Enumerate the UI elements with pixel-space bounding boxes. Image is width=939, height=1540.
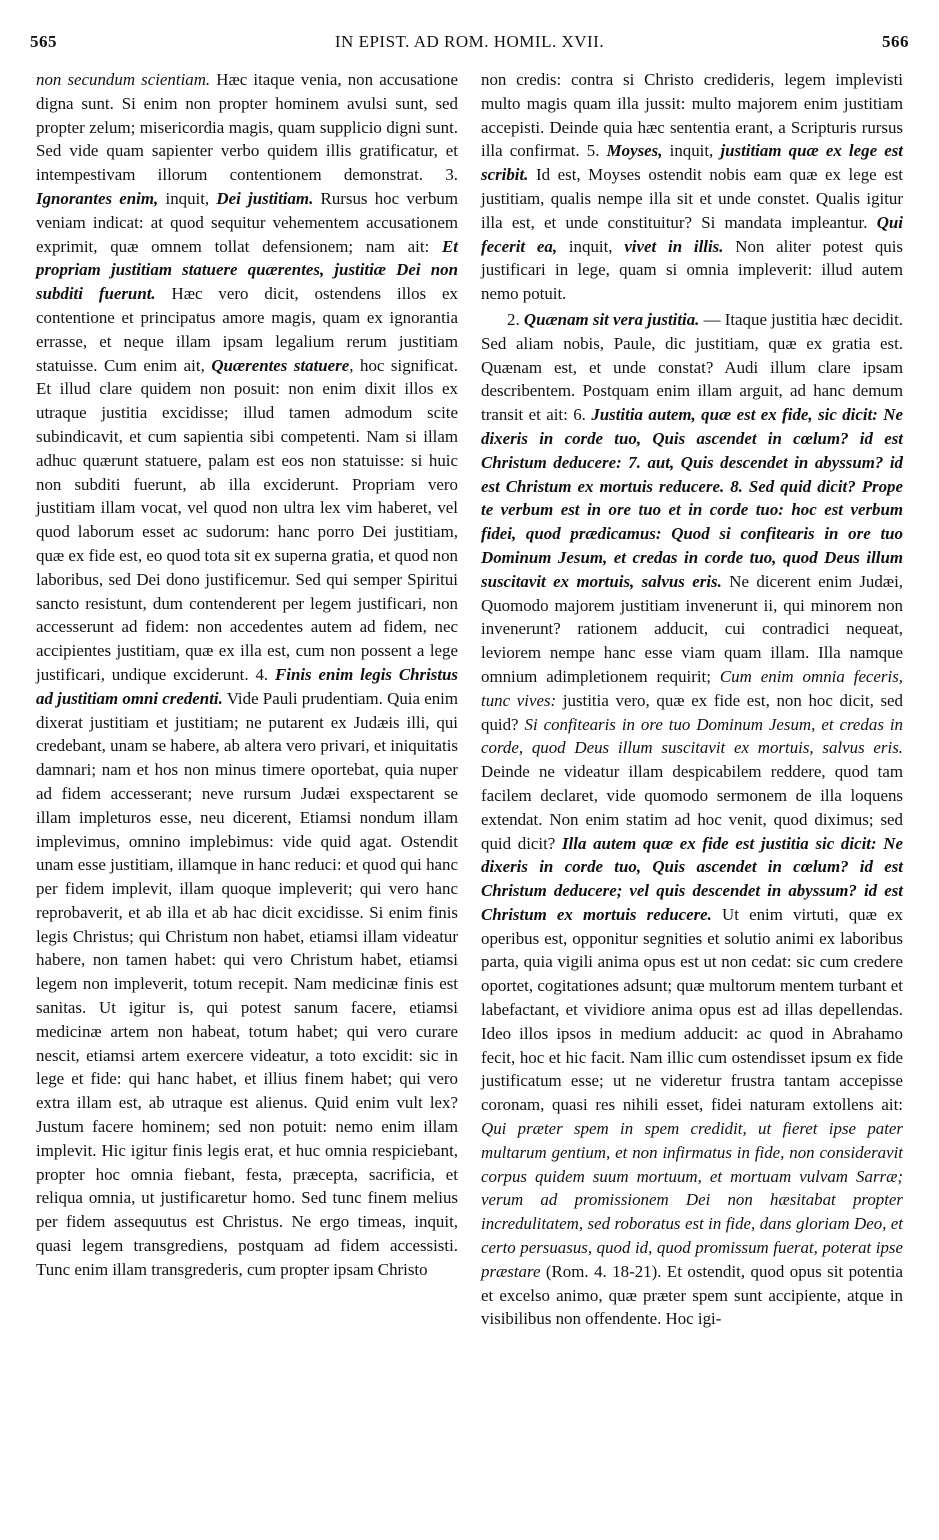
text-run: inquit, <box>662 141 721 161</box>
text-run: non credis: contra si Christo credideris, legem implevisti multo magis quam illa jussit: multo majorem enim justitiam accepisti. Deinde quia hæc sententia erant, a Scripturis rursus illa confirmat. 5. <box>481 70 903 161</box>
text-run: Deinde ne videatur illam despicabilem reddere, quod tam facilem declaret, vide quomodo sermonem de illa loquens extendat. Non enim statim ad hoc venit, quod diximus; sed quid dicit? <box>481 762 903 853</box>
text-run: 2. <box>507 309 524 329</box>
paragraph <box>481 308 903 1331</box>
left-column <box>36 68 458 1282</box>
emphasized-text: Quænam sit vera justitia. <box>523 309 700 329</box>
text-run: Hæc itaque venia, non accusatione digna sunt. Si enim non propter hominem avulsi sunt, sed propter zelum; misericordia magis, quam supplicio digni sunt. Sed vide quam sapienter verbo quidem illis gratificatur, et intempestivam illorum contentionem demonstrat. 3. <box>36 70 458 185</box>
text-run: Ne dicerent enim Judæi, Quomodo majorem justitiam invenerunt ii, qui minorem non invenerunt? rationem adducit, cui contradici nequeat, leviorem nempe hanc esse viam quam illam. Illa namque omnium adimpletionem requirit; <box>481 571 903 686</box>
emphasized-text: Moyses, <box>606 141 663 161</box>
page-number-right: 566 <box>882 32 909 51</box>
text-run: Id est, Moyses ostendit nobis eam quæ ex lege est justitiam, qualis nempe illa sit et unde constet. Qualis igitur illa est, et unde constituitur? Si mandata impleantur. <box>481 165 903 232</box>
text-run: Hæc vero dicit, ostendens illos ex contentione et principatus amore magis, quam ex ignorantia errasse, et neque illam ipsam legalium rerum justitiam statuisse. Cum enim ait, <box>36 284 458 375</box>
paragraph <box>36 68 458 1282</box>
emphasized-text: Qui præter spem in spem credidit, ut fieret ipse pater multarum gentium, et non infirmatus in fide, non consideravit corpus quidem suum mortuum, et mortuam vulvam Sarræ; verum ad promissionem Dei non hæsitabat propter incredulitatem, sed roboratus est in fide, dans gloriam Deo, et certo persuasus, quod id, quod promissum fuerat, poterat ipse præstare <box>481 1119 903 1281</box>
emphasized-text: Et propriam justitiam statuere quærentes, justitiæ Dei non subditi fuerunt. <box>36 236 458 304</box>
emphasized-text: Si confitearis in ore tuo Dominum Jesum, et credas in corde, quod Deus illum suscitavit ex mortuis, salvus eris. <box>481 714 903 758</box>
emphasized-text: Ignorantes enim, <box>36 188 159 208</box>
text-run: inquit, <box>557 236 625 256</box>
emphasized-text: justitiam quæ ex lege est scribit. <box>481 141 903 185</box>
emphasized-text: non secundum scientiam. <box>36 70 211 89</box>
text-run: Non aliter potest quis justificari in lege, quam si omnia impleverit: illud autem nemo potuit. <box>481 236 903 304</box>
text-run: justitia vero, quæ ex fide est, non hoc dicit, sed quid? <box>481 690 903 734</box>
page-number-left: 565 <box>30 32 57 51</box>
text-run: — Itaque justitia hæc decidit. Sed aliam nobis, Paule, dic justitiam, quæ ex gratia est. Quænam est, et unde constat? Audi illum clare ipsam describentem. Postquam enim illam arguit, ad hanc demum transit et ait: 6. <box>481 309 903 425</box>
running-head-title: IN EPIST. AD ROM. HOMIL. XVII. <box>334 32 605 51</box>
text-run: Vide Pauli prudentiam. Quia enim dixerat justitiam et justitiam; ne putarent ex Judæis illi, qui credebant, unam se habere, ab altera vero privari, et iniquitatis damnari; nam et hos non minus timere oportebat, quia nuper ad fidem accesserant; neve rursum Judæi exspectarent se illam impleturos esse, neu dicerent, Etiamsi nondum illam implevimus, omnino implebimus: vide quid agat. Ostendit unam esse justitiam, illamque in hanc reduci: et quod qui hanc per fidem implevit, illam quoque impleverit; qui vero hanc reprobaverit, et ab illa et ab hac dicit excidisse. Si enim finis legis Christus; qui Christum non habet, etiamsi illam videatur habere, non tamen habet: qui vero Christum habet, etiamsi legem non impleverit, totum recepit. Nam medicinæ finis est sanitas. Ut igitur is, qui potest sanum facere, etiamsi medicinæ artem non habeat, totum habet; qui vero curare nescit, etiamsi artem exercere videatur, a toto excidit: sic in lege et fide: qui hanc habet, et illius finem habet; qui vero extra illam est, ab utraque est alienus. Quid enim vult lex? Justum facere hominem; sed non potuit: nemo enim illam implevit. Hic igitur finis legis erat, et huc omnia respiciebant, propter hoc omnia fiebant, festa, præcepta, sacrificia, et reliqua omnia, ut justificaretur homo. Sed tunc finem melius per fidem assequutus est Christus. Ne ergo timeas, inquit, quasi legem transgrediens, postquam ad fidem accessisti. Tunc enim illam transgrederis, cum propter ipsam Christo <box>36 688 458 1279</box>
right-column <box>481 68 903 1331</box>
text-run: Ut enim virtuti, quæ ex operibus est, opponitur segnities et solutio animi ex laboribus parta, quia vigili anima opus est ut non cedat: sic cum credere oportet, cogitationes adsunt; quæ multorum mentem turbant et labefactant, et vividiore anima opus est ad illas depellendas. Ideo illos ipsos in medium adducit: ac quod in Abrahamo fecit, hoc et hic facit. Nam illic cum ostendisset ipsum ex fide justificatum esse; ut ne videretur frustra tantam accepisse coronam, quasi res nihili esset, fidei naturam extollens ait: <box>481 904 903 1115</box>
emphasized-text: Finis enim legis Christus ad justitiam omni credenti. <box>36 664 458 708</box>
text-run: inquit, <box>158 188 217 208</box>
text-run: Rursus hoc verbum veniam indicat: at quod sequitur vehementem accusationem exprimit, quæ omnem tollat defensionem; nam ait: <box>36 188 458 256</box>
emphasized-text: Illa autem quæ ex fide est justitia sic dicit: Ne dixeris in corde tuo, Quis ascendet in cœlum? id est Christum deducere; vel quis descendet in abyssum? id est Christum ex mortuis reducere. <box>481 833 903 924</box>
emphasized-text: vivet in illis. <box>624 236 724 256</box>
emphasized-text: Justitia autem, quæ est ex fide, sic dicit: Ne dixeris in corde tuo, Quis ascendet in cœlum? id est Christum deducere: 7. aut, Quis descendet in abyssum? id est Christum ex mortuis reducere. 8. Sed quid dicit? Prope te verbum est in ore tuo et in corde tuo: hoc est verbum fidei, quod prædicamus: Quod si confitearis in ore tuo Dominum Jesum, et credas in corde tuo, quod Deus illum suscitavit ex mortuis, salvus eris. <box>481 405 903 591</box>
emphasized-text: Qui fecerit ea, <box>481 212 903 256</box>
paragraph <box>481 68 903 306</box>
running-header <box>30 32 909 58</box>
text-run: (Rom. 4. 18-21). Et ostendit, quod opus sit potentia et excelso animo, quæ præter spem sunt accipiente, atque in visibilibus non offendente. Hoc igi- <box>481 1261 903 1329</box>
text-run: , hoc significat. Et illud clare quidem non posuit: non enim dixit illos ex utraque justitia excidisse; illud tamen admodum scite subindicavit, et cum sapientia sibi competenti. Nam si illam adhuc quærunt statuere, palam est eos non statuisse: si huic non subditi fuerunt, ab illa exciderunt. Propriam vero justitiam illam vocat, vel quod non ultra lex vim haberet, vel quod laborum esset ac sudorum: hanc porro Dei justitiam, quæ ex fide est, eo quod tota sit ex superna gratia, et quod non laboribus, sed Dei dono justificemur. Sed qui semper Spiritui sancto resistunt, dum contenderent per legem justificari, non accesserunt ad fidem: non accedentes autem ad fidem, nec accipientes justitiam, quæ ex illa est, cum non possent a lege justificari, undique exciderunt. 4. <box>36 355 459 684</box>
emphasized-text: Quærentes statuere <box>211 355 350 375</box>
emphasized-text: Dei justitiam. <box>216 188 314 208</box>
emphasized-text: Cum enim omnia feceris, tunc vives: <box>481 666 903 710</box>
